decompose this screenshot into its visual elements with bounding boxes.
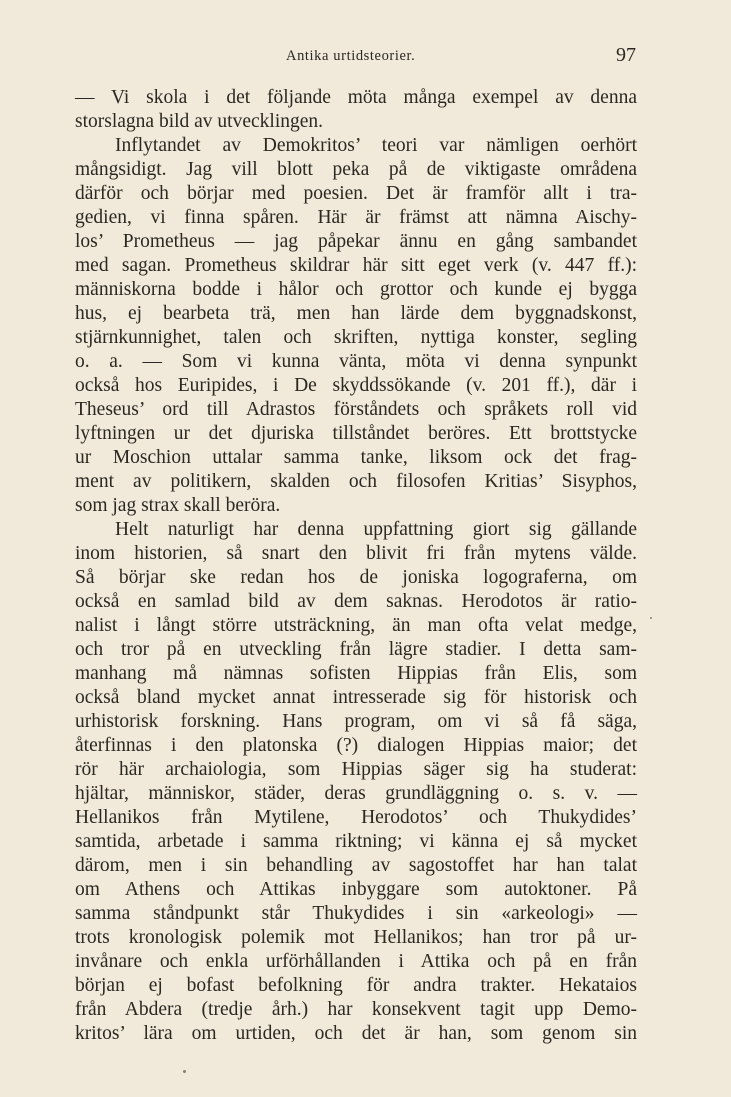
text-line: rör här archaiologia, som Hippias säger sig ha studerat: <box>75 759 637 780</box>
text-line: också en samlad bild av dem saknas. Herodotos är ratio- <box>75 591 637 612</box>
text-line: människorna bodde i hålor och grottor och kunde ej bygga <box>75 279 637 300</box>
text-line: om Athens och Attikas inbyggare som autoktoner. På <box>75 879 637 900</box>
text-line: början ej bofast befolkning för andra trakter. Hekataios <box>75 975 637 996</box>
text-line: från Abdera (tredje årh.) har konsekvent tagit upp Demo- <box>75 999 637 1020</box>
text-line: mångsidigt. Jag vill blott peka på de viktigaste områdena <box>75 159 637 180</box>
text-line: med sagan. Prometheus skildrar här sitt eget verk (v. 447 ff.): <box>75 255 637 276</box>
text-line: Hellanikos från Mytilene, Herodotos’ och Thukydides’ <box>75 807 637 828</box>
text-line: därför och börjar med poesien. Det är framför allt i tra- <box>75 183 637 204</box>
text-line: manhang må nämnas sofisten Hippias från Elis, som <box>75 663 637 684</box>
text-line: återfinnas i den platonska (?) dialogen Hippias maior; det <box>75 735 637 756</box>
text-line: Helt naturligt har denna uppfattning giort sig gällande <box>115 519 637 540</box>
text-line: hus, ej bearbeta trä, men han lärde dem byggnadskonst, <box>75 303 637 324</box>
text-line: — Vi skola i det följande möta många exempel av denna <box>75 87 637 108</box>
text-line: invånare och enkla urförhållanden i Attika och på en från <box>75 951 637 972</box>
text-line: därom, men i sin behandling av sagostoffet har han talat <box>75 855 637 876</box>
text-line: stjärnkunnighet, talen och skriften, nyttiga konster, segling <box>75 327 637 348</box>
text-line: gedien, vi finna spåren. Här är främst att nämna Aischy- <box>75 207 637 228</box>
paper-speck <box>183 1070 186 1073</box>
text-line: också hos Euripides, i De skyddssökande (v. 201 ff.), där i <box>75 375 637 396</box>
text-line: hjältar, människor, städer, deras grundläggning o. s. v. — <box>75 783 637 804</box>
text-line: lyftningen ur det djuriska tillståndet beröres. Ett brottstycke <box>75 423 637 444</box>
text-line: kritos’ lära om urtiden, och det är han, som genom sin <box>75 1023 637 1044</box>
text-line: som jag strax skall beröra. <box>75 495 281 516</box>
text-line: o. a. — Som vi kunna vänta, möta vi denna synpunkt <box>75 351 637 372</box>
text-line: los’ Prometheus — jag påpekar ännu en gång sambandet <box>75 231 637 252</box>
running-title: Antika urtidsteorier. <box>286 48 416 64</box>
text-line: trots kronologisk polemik mot Hellanikos; han tror på ur- <box>75 927 637 948</box>
text-line: och tror på en utveckling från lägre stadier. I detta sam- <box>75 639 637 660</box>
text-line: ur Moschion uttalar samma tanke, liksom ock det frag- <box>75 447 637 468</box>
text-line: samma ståndpunkt står Thukydides i sin «arkeologi» — <box>75 903 637 924</box>
text-line: Inflytandet av Demokritos’ teori var nämligen oerhört <box>115 135 637 156</box>
text-line: också bland mycket annat intresserade sig för historisk och <box>75 687 637 708</box>
text-line: Theseus’ ord till Adrastos förståndets och språkets roll vid <box>75 399 637 420</box>
text-line: nalist i långt större utsträckning, än man ofta velat medge, <box>75 615 637 636</box>
text-line: Så börjar ske redan hos de joniska logograferna, om <box>75 567 637 588</box>
text-line: inom historien, så snart den blivit fri från mytens välde. <box>75 543 637 564</box>
text-line: urhistorisk forskning. Hans program, om vi så få säga, <box>75 711 637 732</box>
text-line: storslagna bild av utvecklingen. <box>75 111 324 132</box>
paper-speck <box>650 617 652 619</box>
text-line: samtida, arbetade i samma riktning; vi känna ej så mycket <box>75 831 637 852</box>
page-number: 97 <box>616 44 636 66</box>
text-line: ment av politikern, skalden och filosofen Kritias’ Sisyphos, <box>75 471 637 492</box>
